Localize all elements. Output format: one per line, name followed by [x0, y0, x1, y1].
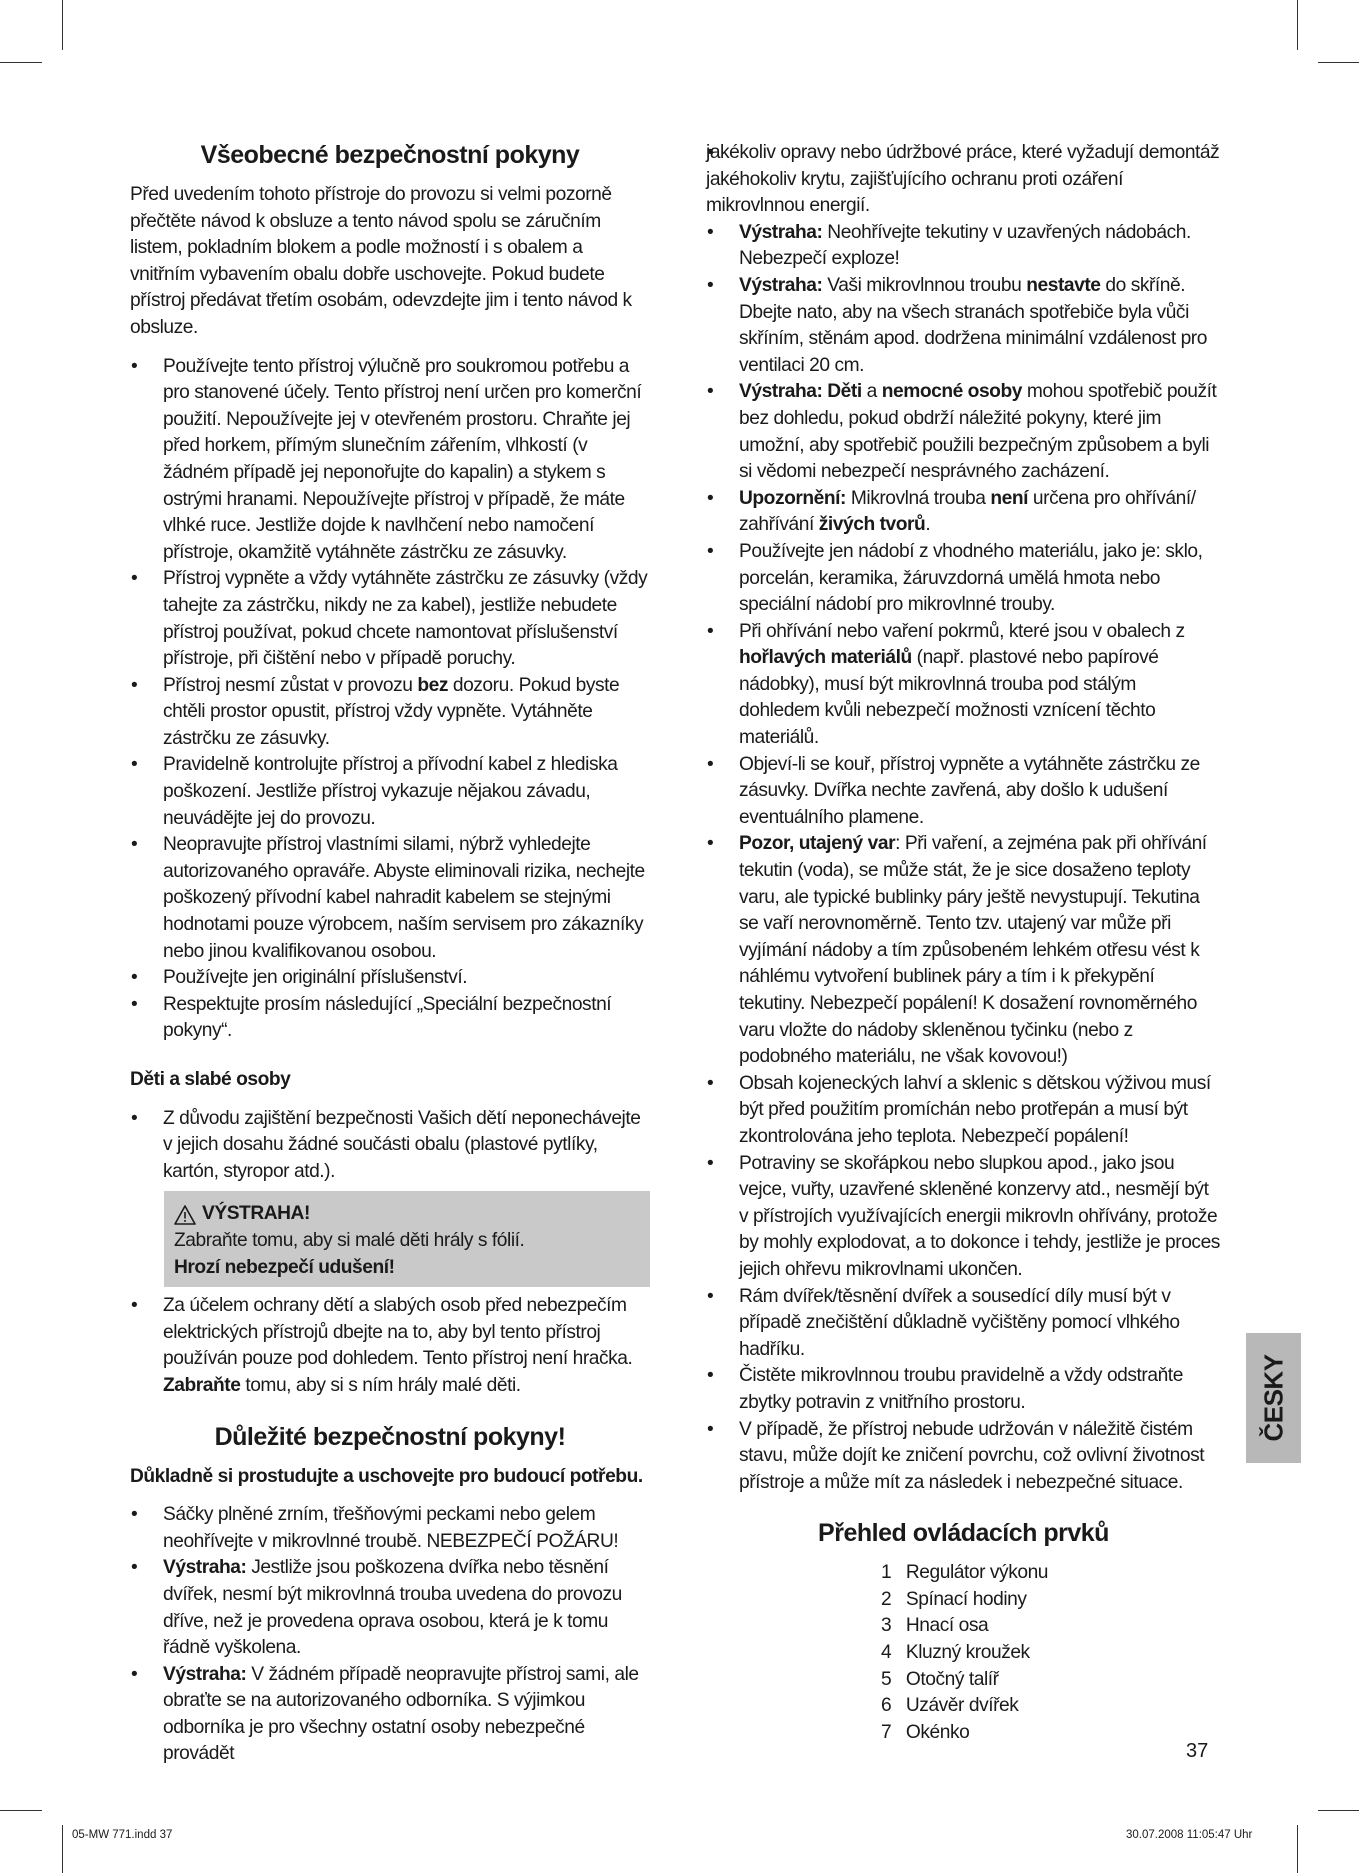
list-item: • Používejte jen originální příslušenství. [130, 965, 650, 992]
list-item: • Sáčky plněné zrním, třešňovými peckami nebo gelem neohřívejte v mikrovlnné troubě. NEBEZPEČÍ POŽÁRU! [130, 1502, 650, 1555]
list-item: • Upozornění: Mikrovlná trouba není určena pro ohřívání/ zahřívání živých tvorů. [706, 486, 1221, 539]
language-tab [1246, 1333, 1301, 1463]
list-item: • Výstraha: Děti a nemocné osoby mohou spotřebič použít bez dohledu, pokud obdrží náležité pokyny, které jim umožní, aby spotřebič použili bezpečným způsobem a byli si vědomi nebezpečí nesprávného zacházení. [706, 379, 1221, 485]
children-heading: Děti a slabé osoby [130, 1069, 291, 1090]
left-column [130, 140, 650, 1768]
control-item: 7 Okénko [881, 1721, 970, 1743]
list-item: • Výstraha: V žádném případě neopravujte přístroj sami, ale obraťte se na autorizovaného odborníka. S výjimkou odborníka je pro všechny ostatní osoby nebezpečné provádět [130, 1662, 650, 1768]
right-column [706, 140, 1221, 1746]
list-item: • Neopravujte přístroj vlastními silami, nýbrž vyhledejte autorizovaného opraváře. Abyste eliminovali rizika, nechejte poškozený přívodní kabel nahradit kabelem se stejnými hodnotami pouze výrobcem, naším servisem pro zákazníky nebo jinou kvalifikovanou osobou. [130, 832, 650, 965]
control-item: 4 Kluzný kroužek [881, 1642, 1030, 1664]
crop-mark [0, 62, 42, 63]
crop-mark [1318, 62, 1359, 63]
warning-emphasis: Hrozí nebezpečí udušení! [174, 1256, 395, 1278]
list-item: • Výstraha: Vaši mikrovlnnou troubu nestavte do skříně. Dbejte nato, aby na všech stranách spotřebiče byla vůči skříním, stěnám apod. dodržena minimální vzdálenost pro ventilaci 20 cm. [706, 273, 1221, 379]
crop-mark [0, 1810, 42, 1811]
footer-file-info: 05-MW 771.indd 37 [72, 1829, 173, 1841]
list-item: • Objeví-li se kouř, přístroj vypněte a vytáhněte zástrčku ze zásuvky. Dvířka nechte zavřená, aby došlo k udušení eventuálního plamene. [706, 752, 1221, 832]
warning-triangle-icon [174, 1205, 196, 1225]
important-bullet-list-right [706, 220, 1221, 1497]
crop-mark [62, 1825, 63, 1873]
crop-mark [1297, 1825, 1298, 1873]
crop-mark [1297, 0, 1298, 50]
control-item: 6 Uzávěr dvířek [881, 1695, 1019, 1717]
warning-title: VÝSTRAHA! [202, 1203, 310, 1225]
list-item: • Výstraha: Jestliže jsou poškozena dvířka nebo těsnění dvířek, nesmí být mikrovlnná trouba uvedena do provozu dříve, než je provedena oprava osobou, která je k tomu řádně vyškolena. [130, 1555, 650, 1661]
crop-mark [1318, 1810, 1359, 1811]
footer-timestamp: 30.07.2008 11:05:47 Uhr [1126, 1829, 1253, 1841]
list-item: • Přístroj vypněte a vždy vytáhněte zástrčku ze zásuvky (vždy tahejte za zástrčku, nikdy ne za kabel), jestliže nebudete přístroj používat, pokud chcete namontovat příslušenství přístroje, při čištění nebo v případě poruchy. [130, 566, 650, 672]
list-item: • Při ohřívání nebo vaření pokrmů, které jsou v obalech z hořlavých materiálů (např. plastové nebo papírové nádobky), musí být mikrovlnná trouba pod stálým dohledem kvůli nebezpečí možnosti vznícení těchto materiálů. [706, 619, 1221, 752]
children-bullet-list-2 [130, 1293, 650, 1399]
list-item: • Používejte tento přístroj výlučně pro soukromou potřebu a pro stanovené účely. Tento přístroj není určen pro komerční použití. Nepoužívejte jej v otevřeném prostoru. Chraňte jej před horkem, přímým slunečním zářením, vlhkostí (v žádném případě jej neponořujte do kapalin) a stykem s ostrými hranami. Nepoužívejte přístroj v případě, že máte vlhké ruce. Jestliže dojde k navlhčení nebo namočení přístroje, okamžitě vytáhněte zástrčku ze zásuvky. [130, 354, 650, 567]
important-bullet-list-continued [706, 140, 1221, 220]
important-subheading: Důkladně si prostudujte a uschovejte pro budoucí potřebu. [130, 1465, 643, 1487]
page-number: 37 [1186, 1740, 1209, 1762]
intro-paragraph: Před uvedením tohoto přístroje do provozu si velmi pozorně přečtěte návod k obsluze a tento návod spolu se záručním listem, pokladním blokem a podle možností i s obalem a vnitřním vybavením obalu dobře uschovejte. Pokud budete přístroj předávat třetím osobám, odevzdejte jim i tento návod k obsluze. [130, 184, 632, 338]
control-item: 2 Spínací hodiny [881, 1588, 1027, 1610]
important-bullet-list [130, 1502, 650, 1768]
crop-mark [62, 0, 63, 50]
section-title-controls-overview: Přehled ovládacích prvků [818, 1519, 1109, 1548]
list-item: • Přístroj nesmí zůstat v provozu bez dozoru. Pokud byste chtěli prostor opustit, přístroj vždy vypněte. Vytáhněte zástrčku ze zásuvky. [130, 673, 650, 753]
list-item: • Potraviny se skořápkou nebo slupkou apod., jako jsou vejce, vuřty, uzavřené skleněné konzervy atd., nesmějí být v přístrojích využívajících energii mikrovln ohřívány, protože by mohly explodovat, a to dokonce i tehdy, jestliže je proces jejich ohřevu mikrovlnami ukončen. [706, 1151, 1221, 1284]
list-item: • Za účelem ochrany dětí a slabých osob před nebezpečím elektrických přístrojů dbejte na to, aby byl tento přístroj používán pouze pod dohledem. Tento přístroj není hračka. Zabraňte tomu, aby si s ním hrály malé děti. [130, 1293, 650, 1399]
list-item: • Pozor, utajený var: Při vaření, a zejména pak při ohřívání tekutin (voda), se může stát, že je sice dosaženo teploty varu, ale typické bublinky páry ještě nevystupují. Tekutina se vaří nerovnoměrně. Tento tzv. utajený var může při vyjímání nádoby a tím způsobeném lehkém otřesu vést k náhlému vytvoření bublinek páry a tím i k překypění tekutiny. Nebezpečí popálení! K dosažení rovnoměrného varu vložte do nádoby skleněnou tyčinku (nebo z podobného materiálu, ne však kovovou!) [706, 831, 1221, 1070]
children-bullet-list [130, 1106, 650, 1186]
controls-list [881, 1560, 1221, 1746]
language-tab-label: ČESKY [1258, 1354, 1288, 1442]
list-item: • Výstraha: Neohřívejte tekutiny v uzavřených nádobách. Nebezpečí exploze! [706, 220, 1221, 273]
list-item: • Rám dvířek/těsnění dvířek a sousedící díly musí být v případě znečištění důkladně vyčištěny pomocí vlhkého hadříku. [706, 1284, 1221, 1364]
list-item: • Respektujte prosím následující „Speciální bezpečnostní pokyny“. [130, 992, 650, 1045]
section-title-general-safety: Všeobecné bezpečnostní pokyny [200, 141, 580, 169]
warning-box [164, 1191, 650, 1287]
safety-bullet-list [130, 354, 650, 1045]
list-item: • Z důvodu zajištění bezpečnosti Vašich dětí neponechávejte v jejich dosahu žádné součásti obalu (plastové pytlíky, kartón, styropor atd.). [130, 1106, 650, 1186]
list-item: • Obsah kojeneckých lahví a sklenic s dětskou výživou musí být před použitím promíchán nebo protřepán a musí být zkontrolována jeho teplota. Nebezpečí popálení! [706, 1071, 1221, 1151]
control-item: 5 Otočný talíř [881, 1668, 999, 1690]
list-item: • V případě, že přístroj nebude udržován v náležitě čistém stavu, může dojít ke zničení povrchu, což ovlivní životnost přístroje a může mít za následek i nebezpečné situace. [706, 1417, 1221, 1497]
list-item: • Pravidelně kontrolujte přístroj a přívodní kabel z hlediska poškození. Jestliže přístroj vykazuje nějakou závadu, neuvádějte jej do provozu. [130, 752, 650, 832]
list-item-continuation: • jakékoliv opravy nebo údržbové práce, které vyžadují demontáž jakéhokoliv krytu, zajišťujícího ochranu proti ozáření mikrovlnnou energií. [706, 140, 1221, 220]
list-item: • Používejte jen nádobí z vhodného materiálu, jako je: sklo, porcelán, keramika, žáruvzdorná umělá hmota nebo speciální nádobí pro mikrovlnné trouby. [706, 539, 1221, 619]
control-item: 1 Regulátor výkonu [881, 1562, 1049, 1584]
warning-text: Zabraňte tomu, aby si malé děti hrály s fólií. [174, 1229, 525, 1251]
list-item: • Čistěte mikrovlnnou troubu pravidelně a vždy odstraňte zbytky potravin z vnitřního prostoru. [706, 1363, 1221, 1416]
control-item: 3 Hnací osa [881, 1615, 989, 1637]
section-title-important-safety: Důležité bezpečnostní pokyny! [214, 1422, 566, 1451]
